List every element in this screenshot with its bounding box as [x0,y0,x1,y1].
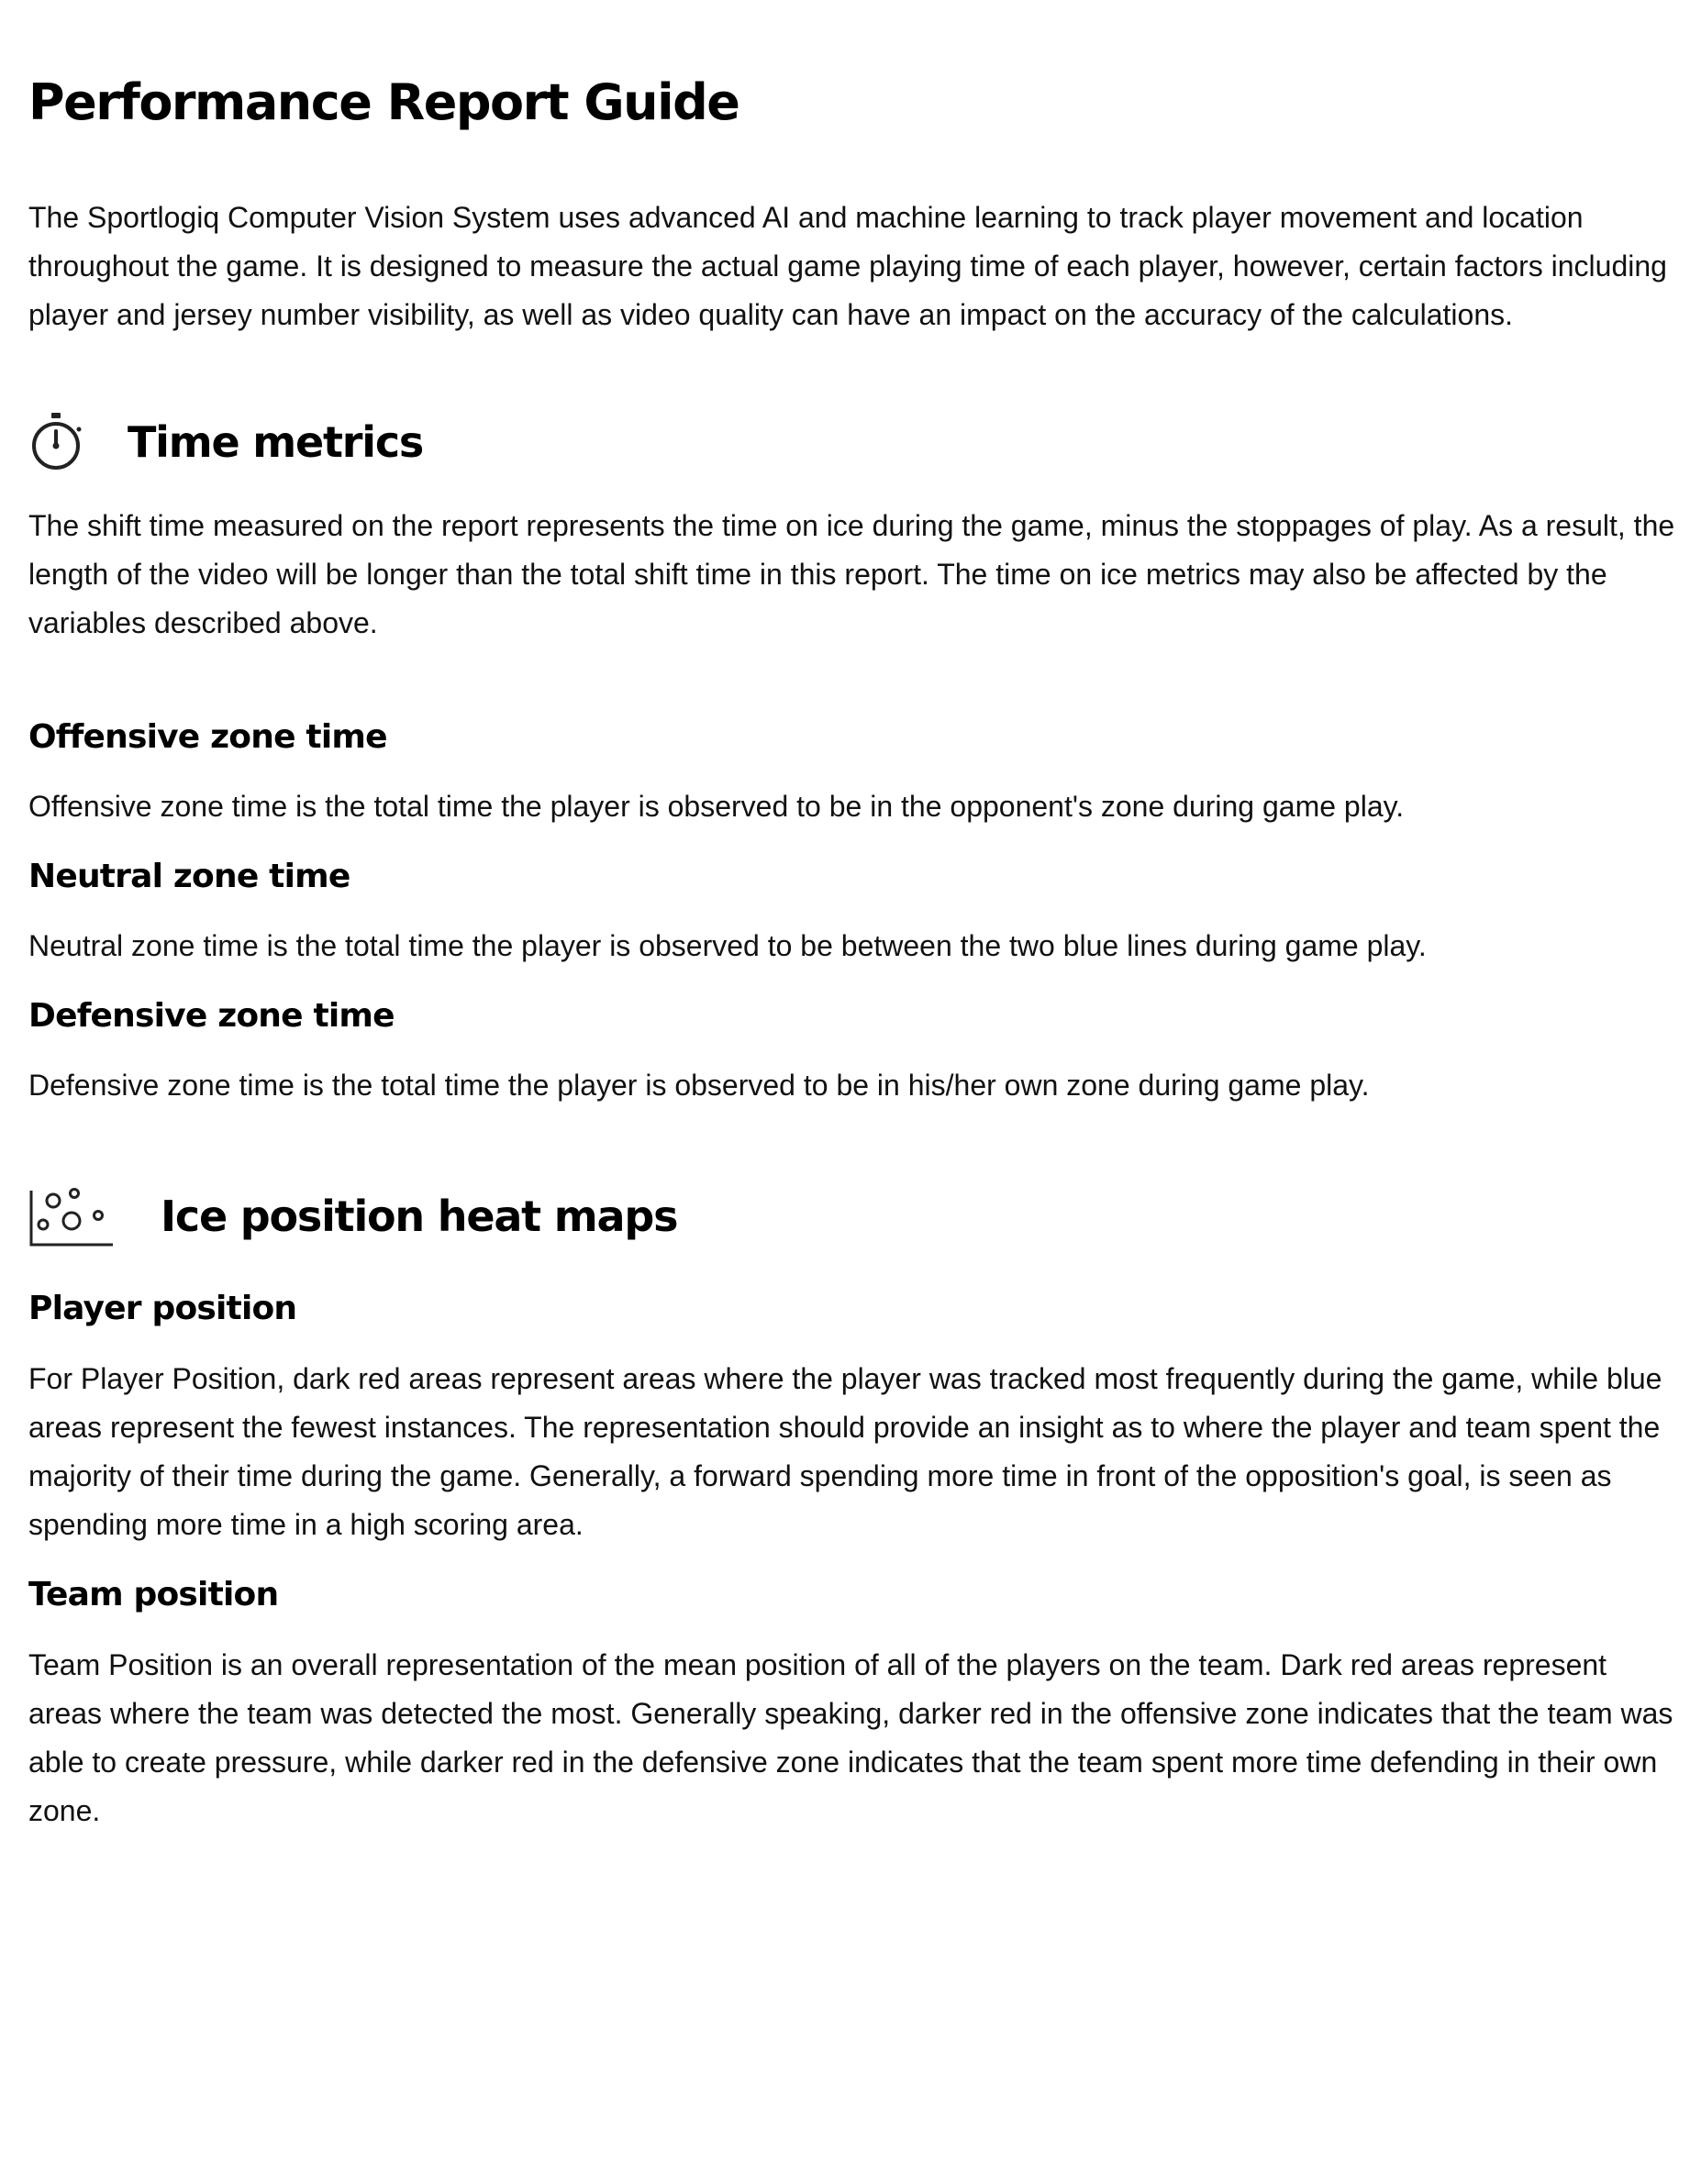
offensive-zone-block [28,782,1680,831]
team-position-block [28,1641,1680,1835]
time-metrics-description [28,502,1680,648]
player-position-text: For Player Position, dark red areas represent areas where the player was tracked most frequently during the game, while blue areas represent the fewest instances. The representation should provide an insight as to where the player and team spent the majority of their time during the game. Generally, a forward spending more time in front of the opposition's goal, is seen as spending more time in a high scoring area. [28,1362,1662,1541]
neutral-zone-heading: Neutral zone time [28,858,350,895]
neutral-zone-block [28,922,1680,970]
time-metrics-paragraph: The shift time measured on the report represents the time on ice during the game, minus the stoppages of play. As a result, the length of the video will be longer than the total shift time in this report. The time on ice metrics may also be affected by the variables described above. [28,509,1675,639]
intro-section [28,194,1680,339]
heat-maps-header [28,1185,677,1247]
time-metrics-header [28,411,423,473]
neutral-zone-text: Neutral zone time is the total time the player is observed to be between the two blue lines during game play. [28,929,1427,962]
offensive-zone-text: Offensive zone time is the total time the player is observed to be in the opponent's zone during game play. [28,790,1405,823]
defensive-zone-text: Defensive zone time is the total time the player is observed to be in his/her own zone during game play. [28,1069,1370,1102]
player-position-heading: Player position [28,1290,297,1327]
defensive-zone-heading: Defensive zone time [28,997,395,1035]
heat-maps-heading: Ice position heat maps [161,1192,678,1241]
time-metrics-heading: Time metrics [128,417,424,467]
scatter-plot-icon [28,1185,115,1247]
intro-paragraph: The Sportlogiq Computer Vision System uses advanced AI and machine learning to track player movement and location throughout the game. It is designed to measure the actual game playing time of each player, however, certain factors including player and jersey number visibility, as well as video quality can have an impact on the accuracy of the calculations. [28,201,1667,331]
player-position-block [28,1355,1680,1549]
team-position-text: Team Position is an overall representation of the mean position of all of the players on the team. Dark red areas represent areas where the team was detected the most. Generally speaking, darker red in the offensive zone indicates that the team was able to create pressure, while darker red in the defensive zone indicates that the team spent more time defending in their own zone. [28,1648,1673,1827]
team-position-heading: Team position [28,1576,279,1613]
page-title: Performance Report Guide [28,73,739,131]
offensive-zone-heading: Offensive zone time [28,718,387,756]
stopwatch-icon [28,411,85,473]
defensive-zone-block [28,1061,1680,1110]
